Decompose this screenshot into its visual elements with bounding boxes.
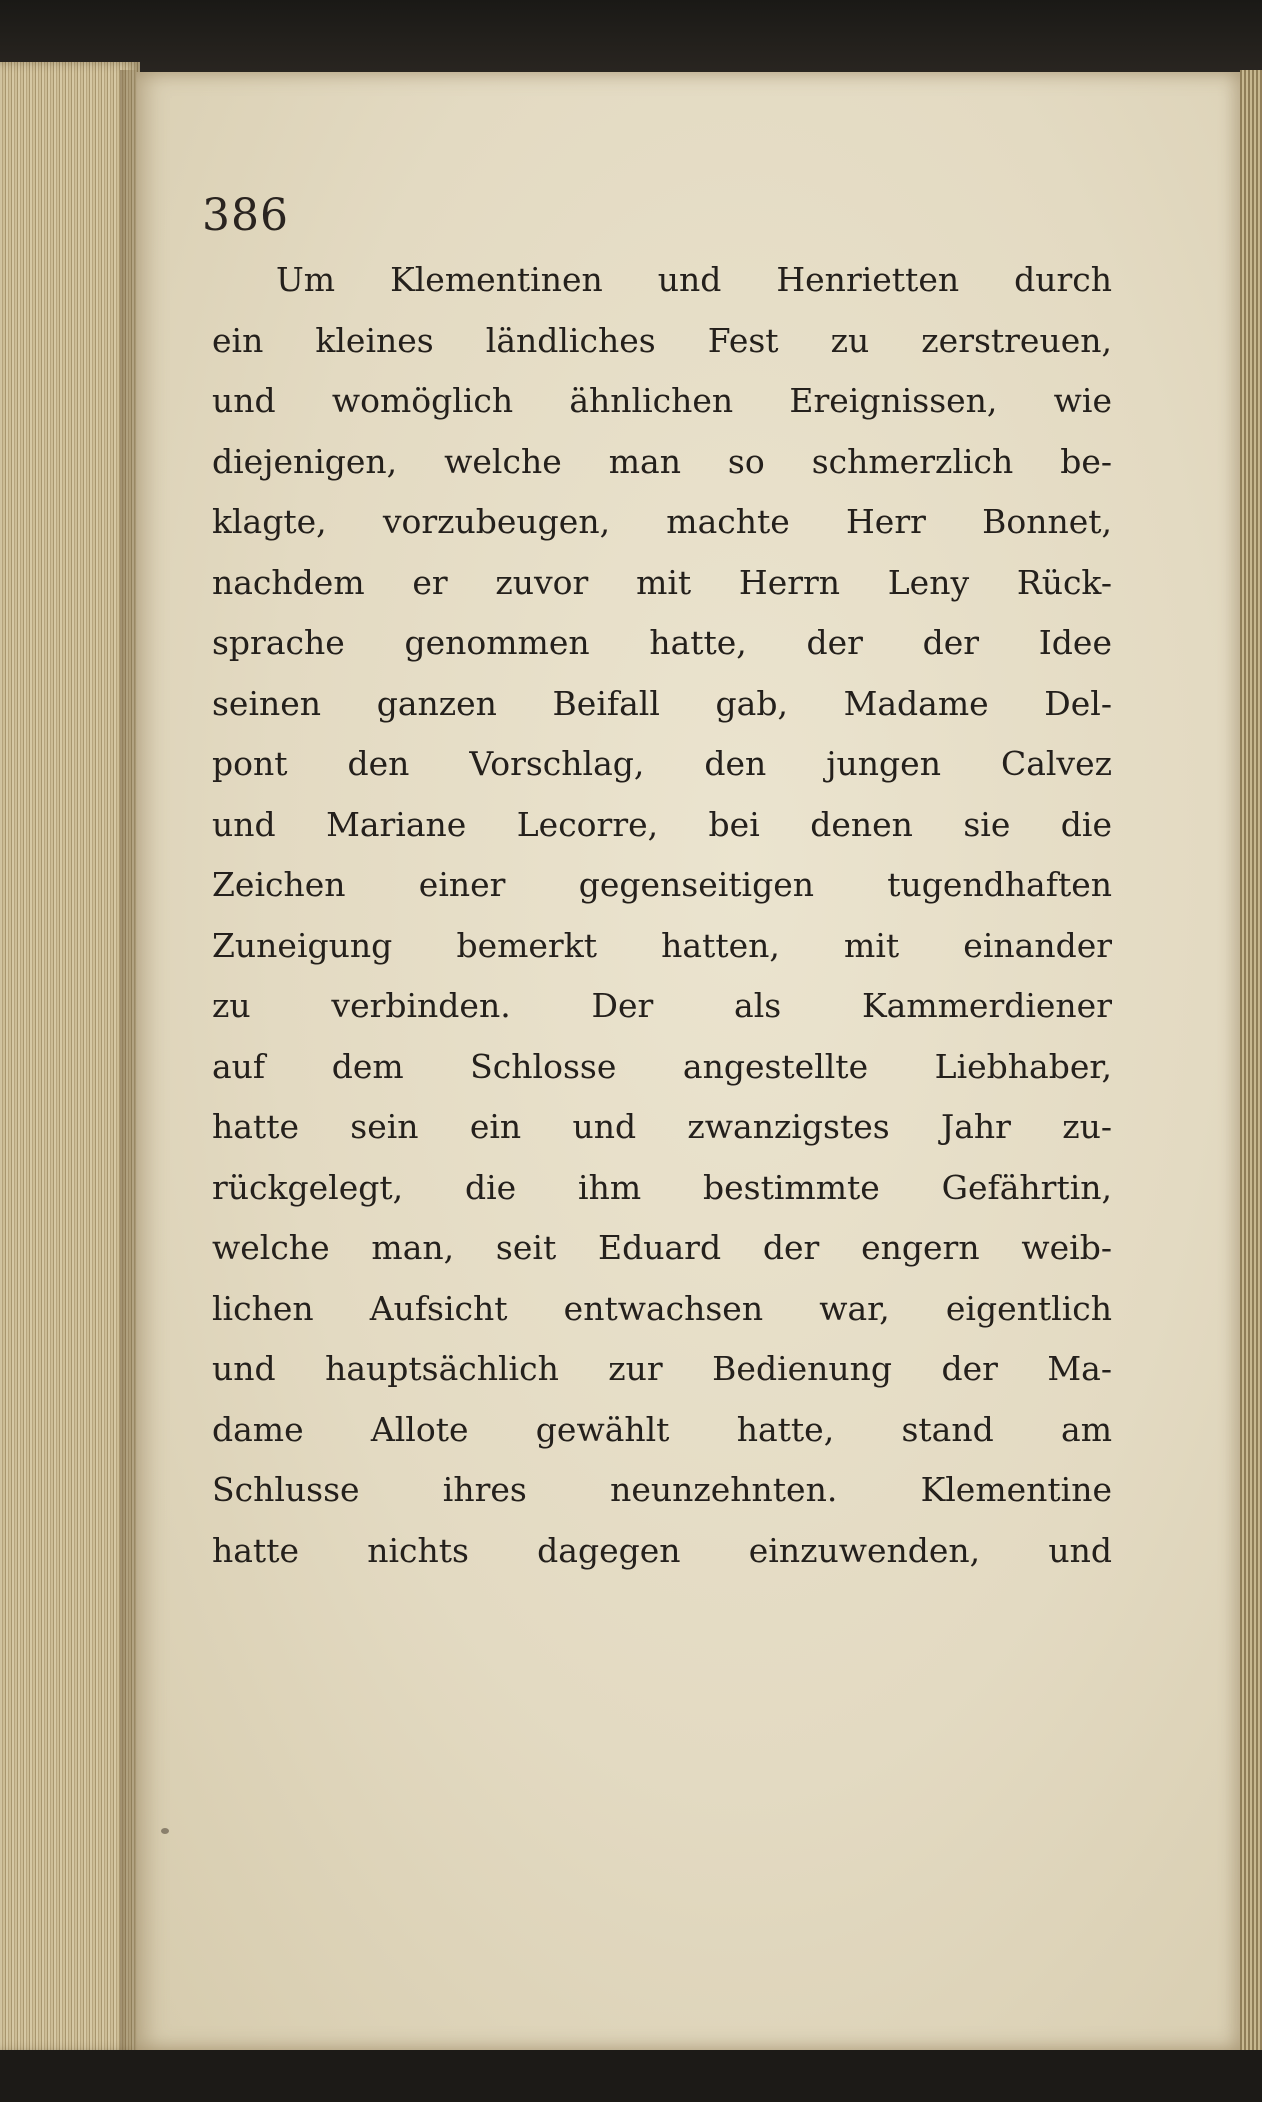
text-line: und womöglich ähnlichen Ereignissen, wie xyxy=(212,381,1112,420)
text-line: Schlusse ihres neunzehnten. Klementine xyxy=(212,1470,1112,1509)
text-line: dame Allote gewählt hatte, stand am xyxy=(212,1409,1112,1449)
text-line: Zuneigung bemerkt hatten, mit einander xyxy=(212,925,1112,965)
text-line: lichen Aufsicht entwachsen war, eigentlich xyxy=(212,1288,1112,1328)
text-line: welche man, seit Eduard der engern weib- xyxy=(212,1228,1112,1267)
text-line: hatte nichts dagegen einzuwenden, und xyxy=(212,1530,1112,1570)
text-line: hatte sein ein und zwanzigstes Jahr zu- xyxy=(212,1107,1112,1146)
page-number: 386 xyxy=(202,190,289,241)
top-background xyxy=(0,0,1262,78)
text-line: sprache genommen hatte, der der Idee xyxy=(212,623,1112,662)
text-line: klagte, vorzubeugen, machte Herr Bonnet, xyxy=(212,502,1112,541)
text-line: ein kleines ländliches Fest zu zerstreuen, xyxy=(212,320,1112,360)
book-page-edges-right xyxy=(1240,70,1262,2050)
bottom-background xyxy=(0,2050,1262,2102)
text-line: Zeichen einer gegenseitigen tugendhaften xyxy=(212,865,1112,904)
text-line: seinen ganzen Beifall gab, Madame Del- xyxy=(212,683,1112,723)
text-line: rückgelegt, die ihm bestimmte Gefährtin, xyxy=(212,1167,1112,1207)
text-line: pont den Vorschlag, den jungen Calvez xyxy=(212,744,1112,783)
text-line: und hauptsächlich zur Bedienung der Ma- xyxy=(212,1349,1112,1388)
text-line: Um Klementinen und Henrietten durch xyxy=(276,260,1112,299)
book-page-edges-left xyxy=(0,62,140,2052)
gutter-shadow xyxy=(120,70,138,2050)
text-line: nachdem er zuvor mit Herrn Leny Rück- xyxy=(212,562,1112,602)
text-line: und Mariane Lecorre, bei denen sie die xyxy=(212,804,1112,844)
paper-speck xyxy=(161,1828,169,1834)
text-line: diejenigen, welche man so schmerzlich be- xyxy=(212,441,1112,481)
text-line: zu verbinden. Der als Kammerdiener xyxy=(212,986,1112,1025)
body-text xyxy=(212,250,1112,1581)
text-line: auf dem Schlosse angestellte Liebhaber, xyxy=(212,1046,1112,1086)
